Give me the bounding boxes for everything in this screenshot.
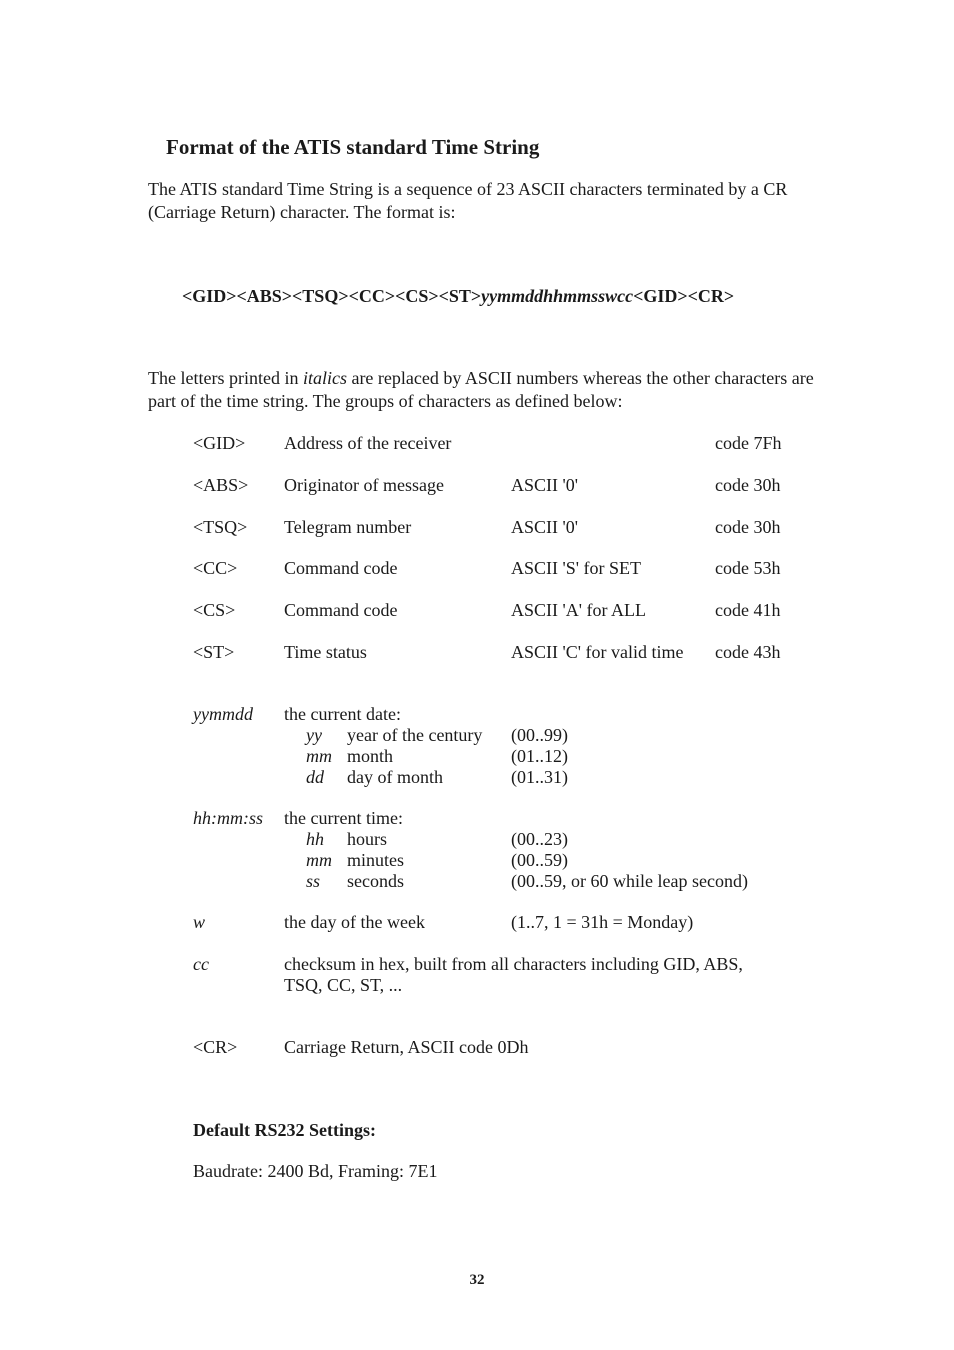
time-label: the current time: <box>284 808 403 828</box>
field-ascii: ASCII 'C' for valid time <box>511 642 684 662</box>
rs232-heading: Default RS232 Settings: <box>193 1120 376 1140</box>
time-part-desc: minutes <box>347 850 404 870</box>
explanation-italic: italics <box>302 368 347 388</box>
field-ascii: ASCII 'S' for SET <box>511 558 641 578</box>
field-desc: Command code <box>284 558 398 578</box>
date-part-symbol: mm <box>306 746 332 766</box>
time-part-desc: hours <box>347 829 387 849</box>
field-hex: code 41h <box>715 600 781 620</box>
format-prefix: <GID><ABS><TSQ><CC><CS><ST> <box>182 286 482 306</box>
field-code: <CC> <box>193 558 238 578</box>
field-hex: code 43h <box>715 642 781 662</box>
date-part-symbol: dd <box>306 767 324 787</box>
time-part-desc: seconds <box>347 871 404 891</box>
page-number: 32 <box>469 1272 485 1288</box>
field-code: <CS> <box>193 600 236 620</box>
page-title: Format of the ATIS standard Time String <box>166 135 540 159</box>
field-code: <ABS> <box>193 475 249 495</box>
field-desc: Address of the receiver <box>284 433 452 453</box>
intro-paragraph: The ATIS standard Time String is a sequence of 23 ASCII characters terminated by a CR (Carriage Return) character. The format is: <box>148 179 788 222</box>
field-ascii: ASCII '0' <box>511 475 578 495</box>
time-part-range: (00..59, or 60 while leap second) <box>511 871 748 891</box>
time-part-range: (00..23) <box>511 829 568 849</box>
format-italic: yymmddhhmmsswcc <box>481 286 634 306</box>
weekday-desc: the day of the week <box>284 912 425 932</box>
field-code: <GID> <box>193 433 246 453</box>
cr-key: <CR> <box>193 1037 238 1057</box>
field-ascii: ASCII '0' <box>511 517 578 537</box>
date-part-desc: month <box>347 746 394 766</box>
time-part-symbol: mm <box>306 850 332 870</box>
field-code: <ST> <box>193 642 235 662</box>
date-part-range: (00..99) <box>511 725 568 745</box>
field-desc: Telegram number <box>284 517 412 537</box>
date-label: the current date: <box>284 704 401 724</box>
checksum-desc-line2: TSQ, CC, ST, ... <box>284 975 403 995</box>
format-string <box>182 285 734 307</box>
time-part-range: (00..59) <box>511 850 568 870</box>
format-suffix: <GID><CR> <box>633 286 735 306</box>
field-desc: Command code <box>284 600 398 620</box>
date-key: yymmdd <box>193 704 253 724</box>
checksum-desc-line1: checksum in hex, built from all characters including GID, ABS, <box>284 954 743 974</box>
field-hex: code 53h <box>715 558 781 578</box>
rs232-settings: Baudrate: 2400 Bd, Framing: 7E1 <box>193 1161 438 1181</box>
date-part-symbol: yy <box>306 725 322 745</box>
time-key: hh:mm:ss <box>193 808 263 828</box>
field-code: <TSQ> <box>193 517 248 537</box>
explanation-paragraph <box>148 367 818 413</box>
date-part-range: (01..31) <box>511 767 568 787</box>
time-part-symbol: ss <box>306 871 321 891</box>
field-desc: Time status <box>284 642 367 662</box>
explanation-before: The letters printed in <box>148 368 303 388</box>
field-hex: code 30h <box>715 475 781 495</box>
cr-desc: Carriage Return, ASCII code 0Dh <box>284 1037 529 1057</box>
field-desc: Originator of message <box>284 475 444 495</box>
weekday-key: w <box>193 912 206 932</box>
date-part-desc: year of the century <box>347 725 483 745</box>
date-part-range: (01..12) <box>511 746 568 766</box>
date-part-desc: day of month <box>347 767 443 787</box>
time-part-symbol: hh <box>306 829 324 849</box>
checksum-key: cc <box>193 954 209 974</box>
field-hex: code 30h <box>715 517 781 537</box>
weekday-range: (1..7, 1 = 31h = Monday) <box>511 912 694 932</box>
field-hex: code 7Fh <box>715 433 782 453</box>
explanation-after: are replaced by ASCII numbers whereas the other characters are part of the time string. The groups of characters as defined below: <box>148 368 814 411</box>
field-ascii: ASCII 'A' for ALL <box>511 600 646 620</box>
